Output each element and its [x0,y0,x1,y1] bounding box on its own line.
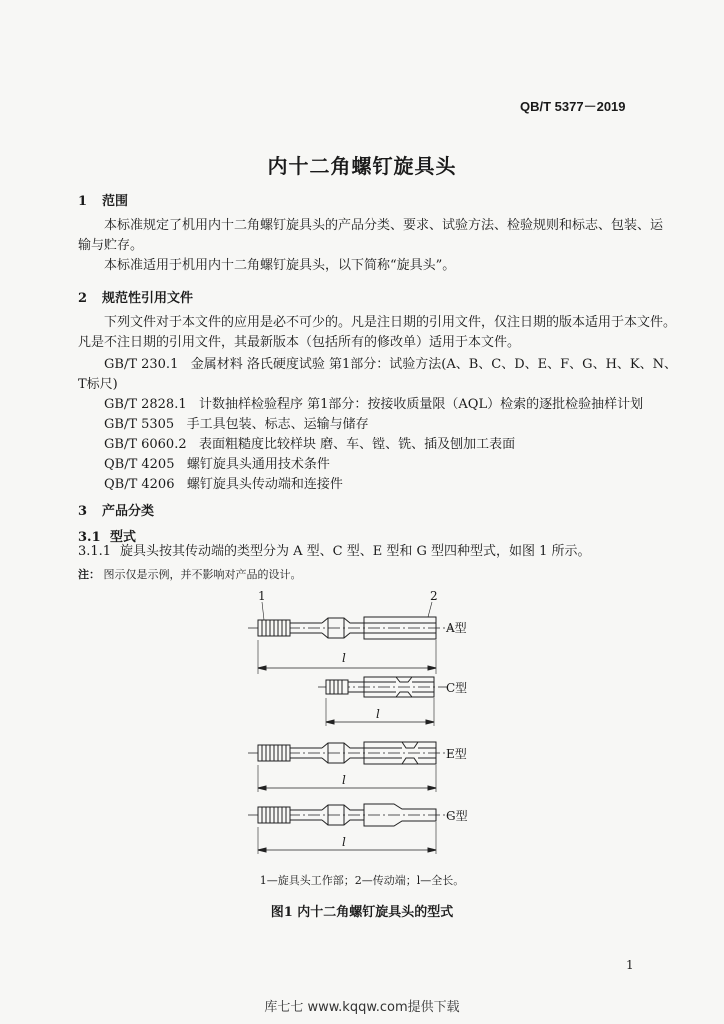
bit-type-a [248,602,452,674]
type-c-label: C型 [446,681,468,695]
section-number: 3 [78,504,88,519]
reference-title: 螺钉旋具头通用技术条件 [186,457,330,472]
clause-3-1-1 [78,542,591,562]
reference-title: 计数抽样检验程序 第1部分：按接收质量限（AQL）检索的逐批检验抽样计划 [199,397,644,412]
clause-text: 旋具头按其传动端的类型分为 A 型、C 型、E 型和 G 型四种型式，如图 1 所示。 [120,544,591,559]
bit-type-g [248,804,452,854]
dimension-label-c: l [376,707,380,721]
reference-code: GB/T 230.1 [104,357,179,372]
reference-item [104,453,330,472]
paragraph-continued: 输与贮存。 [78,238,144,253]
type-e-label: E型 [446,747,467,761]
section-1-heading [78,190,128,209]
section-title: 型式 [110,530,137,545]
reference-title: 金属材料 洛氏硬度试验 第1部分：试验方法(A、B、C、D、E、F、G、H、K、N、 [190,357,677,372]
reference-item [104,433,515,452]
reference-item [104,413,369,432]
dimension-label-e: l [342,773,346,787]
reference-title: T标尺) [78,377,118,392]
section-number: 2 [78,291,88,306]
clause-number: 3.1.1 [78,544,112,559]
dimension-label-g: l [342,835,346,849]
reference-code: QB/T 4205 [104,457,175,472]
reference-item [104,393,643,412]
standard-number: QB/T 5377－2019 [520,99,626,114]
figure-1-drawing [0,590,724,870]
reference-code: QB/T 4206 [104,477,175,492]
callout-2: 2 [430,590,438,603]
section-number: 1 [78,194,88,209]
reference-title: 螺钉旋具头传动端和连接件 [186,477,343,492]
reference-item [104,353,677,372]
callout-1: 1 [258,590,266,603]
reference-code: GB/T 6060.2 [104,437,187,452]
reference-code: GB/T 2828.1 [104,397,187,412]
paragraph-continued: 凡是不注日期的引用文件，其最新版本（包括所有的修改单）适用于本文件。 [78,335,521,350]
page-number: 1 [626,958,634,972]
footer-text: 库七七 www.kqqw.com提供下载 [264,1000,460,1015]
paragraph: 下列文件对于本文件的应用是必不可少的。凡是注日期的引用文件，仅注日期的版本适用于本文件。 [104,315,677,330]
note-label: 注： [78,568,100,581]
dimension-label-a: l [342,651,346,665]
section-number: 3.1 [78,530,101,545]
page-title: 内十二角螺钉旋具头 [267,154,457,178]
section-title: 范围 [102,194,129,209]
note-text: 图示仅是示例，并不影响对产品的设计。 [103,568,302,581]
figure-caption: 图1 内十二角螺钉旋具头的型式 [270,905,454,920]
figure-legend: 1—旋具头工作部；2—传动端；l—全长。 [259,874,465,887]
paragraph: 本标准规定了机用内十二角螺钉旋具头的产品分类、要求、试验方法、检验规则和标志、包装、运 [104,218,664,233]
reference-item-continued [78,373,118,392]
reference-title: 手工具包装、标志、运输与储存 [186,417,369,432]
section-3-heading [78,500,154,519]
paragraph: 本标准适用于机用内十二角螺钉旋具头，以下简称“旋具头”。 [104,258,456,273]
note [78,566,302,582]
bit-type-c [318,677,448,726]
bit-type-e [248,742,452,792]
section-title: 规范性引用文件 [102,291,194,306]
reference-title: 表面粗糙度比较样块 磨、车、镗、铣、插及刨加工表面 [199,437,516,452]
section-title: 产品分类 [102,504,155,519]
reference-code: GB/T 5305 [104,417,175,432]
section-2-heading [78,287,193,306]
reference-item [104,473,343,492]
type-g-label: G型 [446,809,468,823]
type-a-label: A型 [446,621,467,635]
